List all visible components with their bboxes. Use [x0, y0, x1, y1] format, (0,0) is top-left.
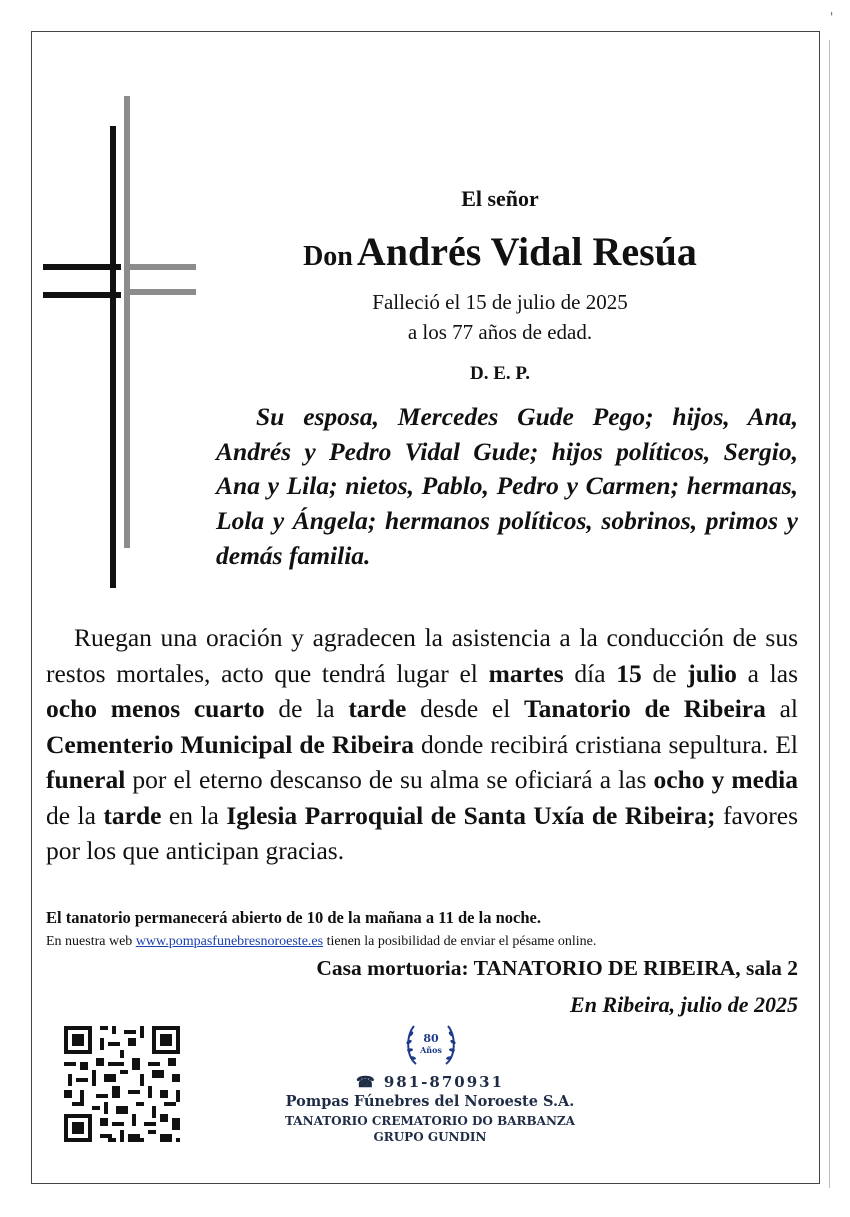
company-line-1: TANATORIO CREMATORIO DO BARBANZA [285, 1114, 575, 1128]
dep-text: D. E. P. [469, 363, 530, 384]
website-link[interactable]: www.pompasfunebresnoroeste.es [135, 934, 324, 949]
phone-icon: ☎ [355, 1073, 377, 1091]
honorific: Don [303, 241, 353, 272]
place-date: En Ribeira, julio de 2025 [570, 992, 798, 1017]
death-details [200, 287, 800, 347]
web-note: En nuestra web www.pompasfunebresnoroeste.es tienen la posibilidad de enviar el pésame online. [46, 934, 597, 949]
corner-mark: ' [830, 10, 834, 24]
anniversary-emblem-icon [402, 1020, 460, 1070]
deceased-name [200, 228, 800, 275]
age-line: a los 77 años de edad. [407, 320, 593, 344]
company-name: Pompas Fúnebres del Noroeste S.A. [285, 1093, 575, 1110]
page-edge-line [829, 40, 830, 1188]
emblem-number: 80 [423, 1032, 439, 1045]
name-text: Andrés Vidal Resúa [356, 229, 697, 274]
company-line-2: GRUPO GUNDIN [373, 1130, 487, 1144]
casa-mortuoria: Casa mortuoria: TANATORIO DE RIBEIRA, sala 2 [316, 956, 798, 980]
intro-text: El señor [461, 186, 539, 211]
ceremony-paragraph: Ruegan una oración y agradecen la asistencia a la conducción de sus restos mortales, acto que tendrá lugar el martes día 15 de julio a las ocho menos cuarto de la tarde desde el Tanatorio de Ribeira al Cementerio Municipal de Ribeira donde recibirá cristiana sepultura. El funeral por el eterno descanso de su alma se oficiará a las ocho y media de la tarde en la Iglesia Parroquial de Santa Uxía de Ribeira; favores por los que anticipan gracias. [46, 623, 799, 865]
family-paragraph: Su esposa, Mercedes Gude Pego; hijos, Ana, Andrés y Pedro Vidal Gude; hijos políticos, Sergio, Ana y Lila; nietos, Pablo, Pedro y Carmen; hermanas, Lola y Ángela; hermanos políticos, sobrinos, primos y demás familia. [216, 402, 798, 570]
phone-line [250, 1073, 610, 1091]
death-line: Falleció el 15 de julio de 2025 [372, 290, 628, 314]
tanatorio-hours: El tanatorio permanecerá abierto de 10 de la mañana a 11 de la noche. [46, 908, 541, 927]
phone-number[interactable]: 981-870931 [383, 1073, 505, 1091]
emblem-word: Años [420, 1045, 442, 1055]
qr-code-icon[interactable] [60, 1022, 184, 1146]
cross-icon [40, 96, 200, 588]
